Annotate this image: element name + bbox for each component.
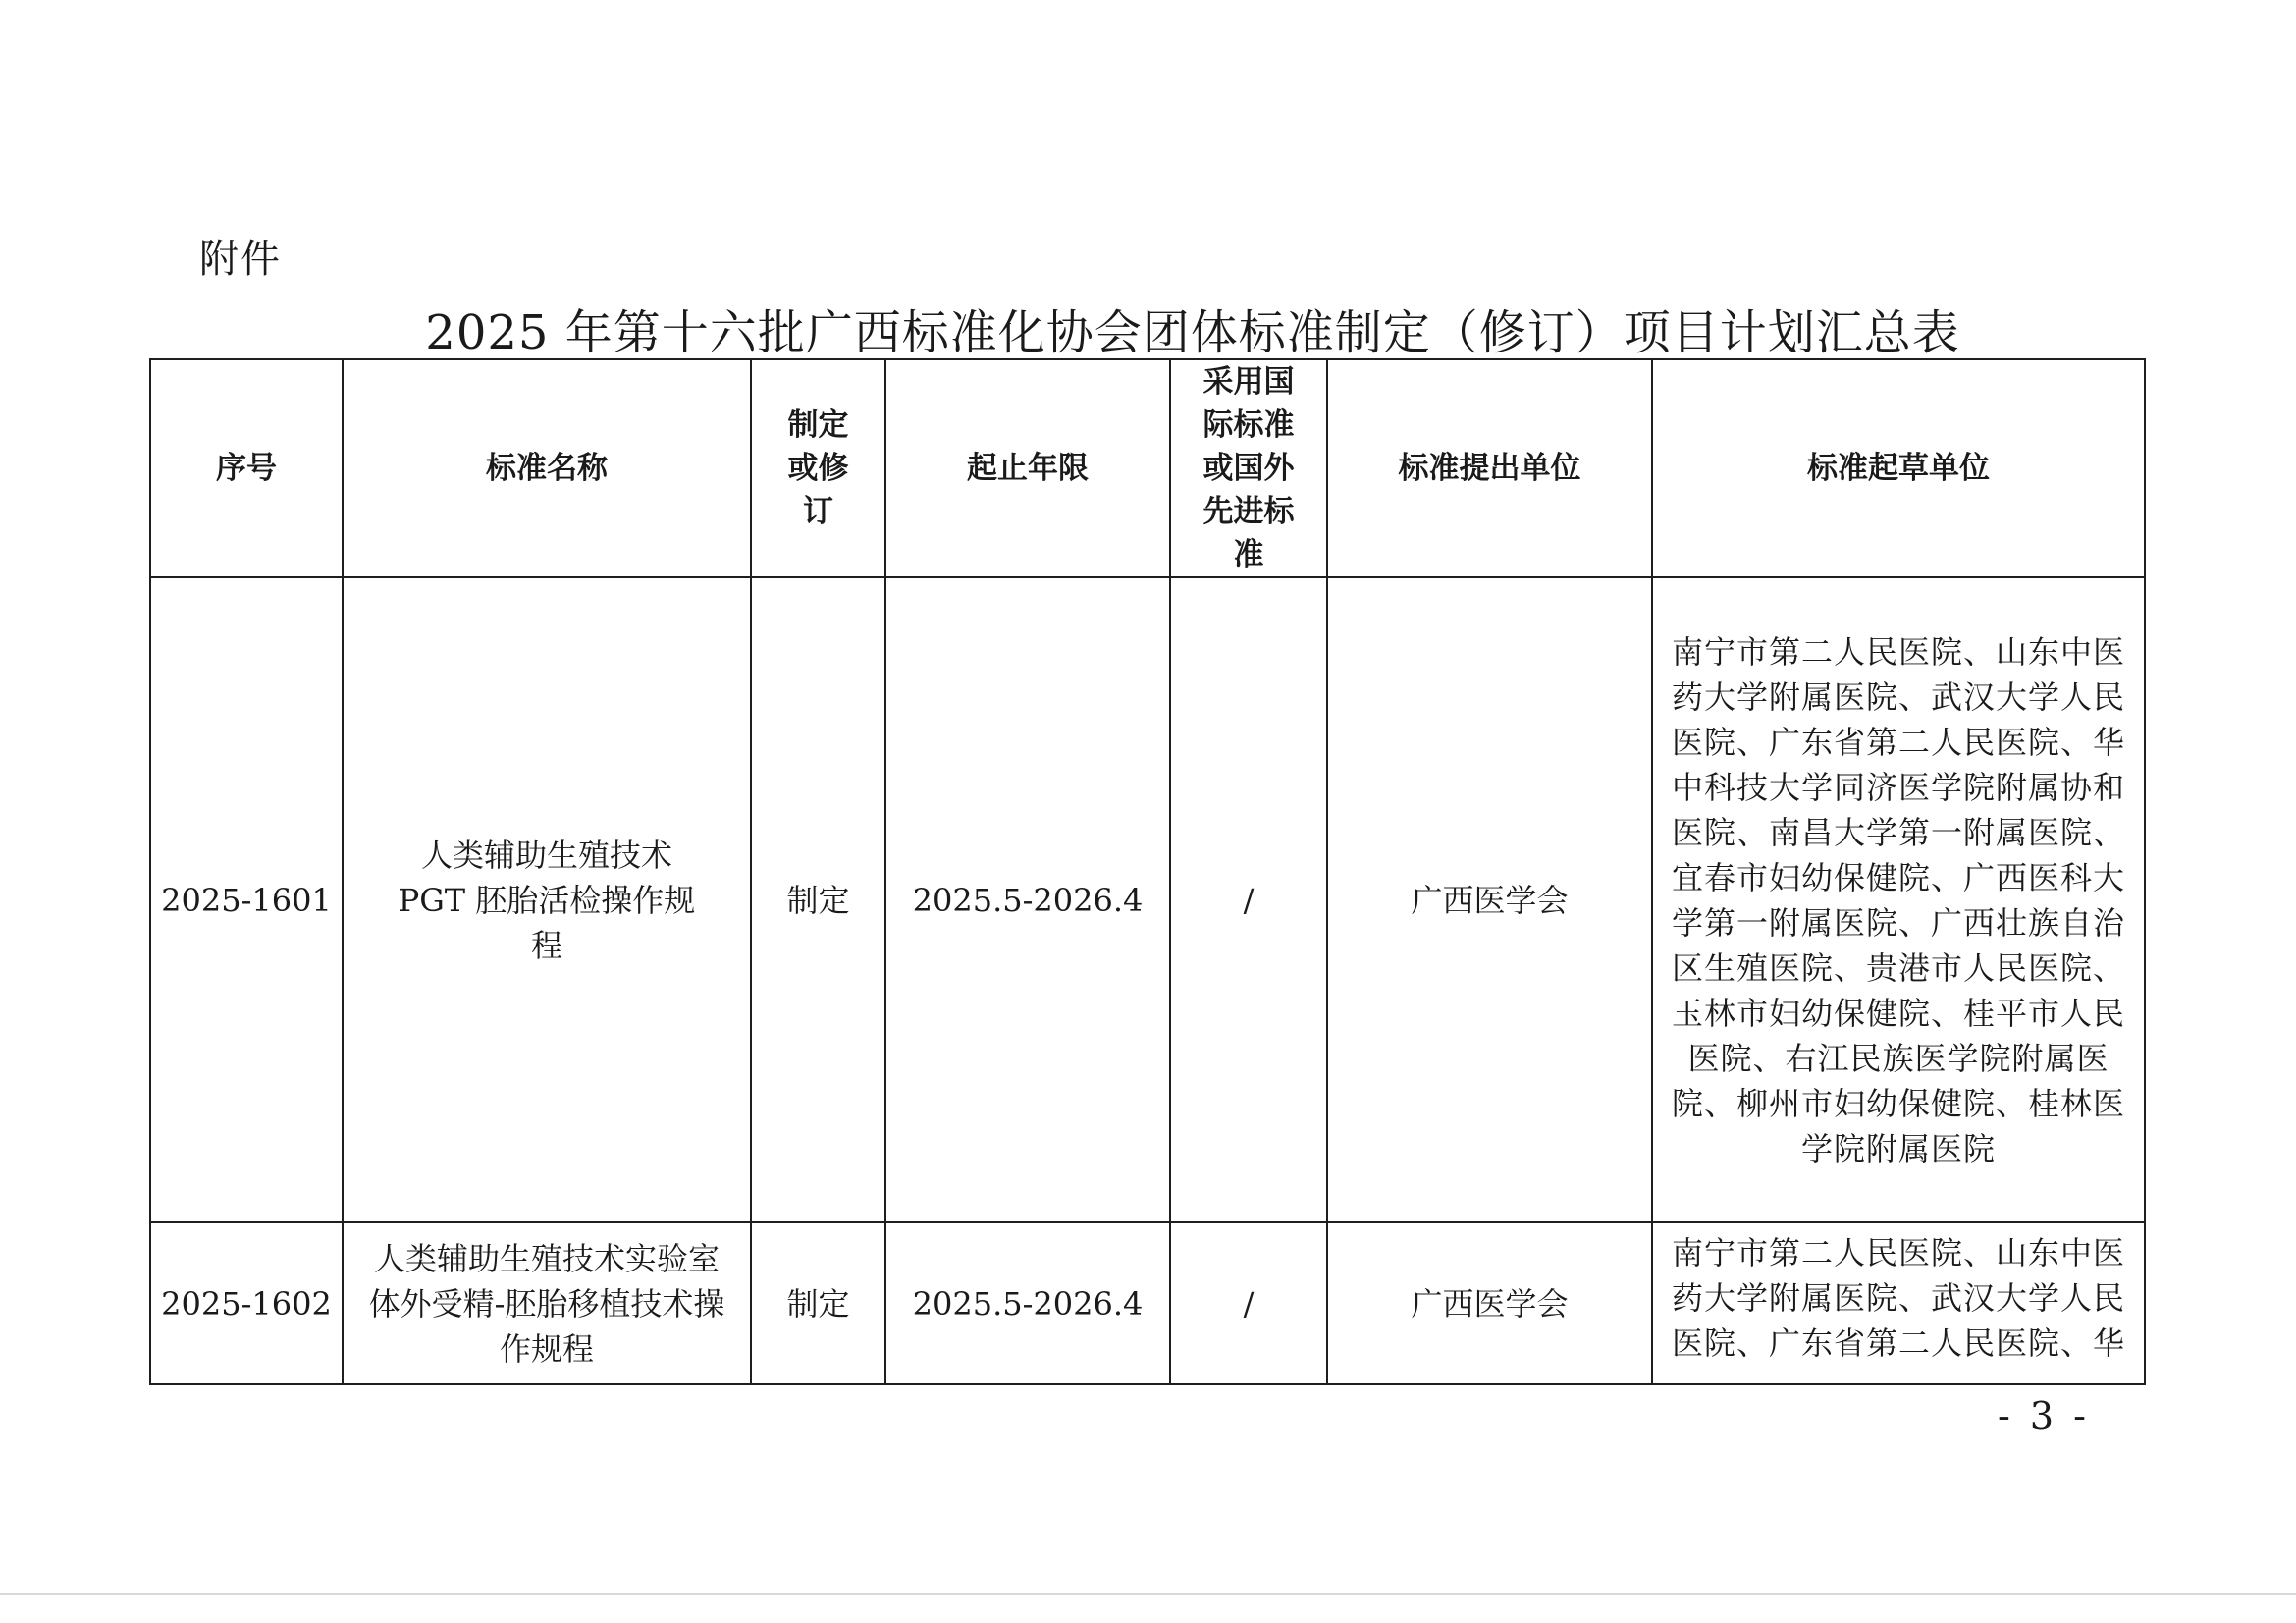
row-proposer: 广西医学会 [1327, 1222, 1652, 1384]
table-header-row [150, 359, 2145, 577]
row-serial: 2025-1602 [150, 1222, 343, 1384]
header-adopt-international: 采用国际标准或国外先进标准 [1170, 359, 1327, 577]
row-type: 制定 [751, 1222, 885, 1384]
project-plan-table [149, 358, 2146, 1385]
header-proposer: 标准提出单位 [1327, 359, 1652, 577]
row-standard-name: 人类辅助生殖技术实验室体外受精-胚胎移植技术操作规程 [343, 1222, 751, 1384]
scan-edge-line [0, 1593, 2296, 1595]
row-type: 制定 [751, 577, 885, 1222]
header-type: 制定或修订 [751, 359, 885, 577]
row-drafter: 南宁市第二人民医院、山东中医药大学附属医院、武汉大学人民医院、广东省第二人民医院、华中科技大学同济医学院附属协和医院、南昌大学第一附属医院、宜春市妇幼保健院、广西医科大学第一附属医院、广西壮族自治区生殖医院、贵港市人民医院、玉林市妇幼保健院、桂平市人民医院、右江民族医学院附属医院、柳州市妇幼保健院、桂林医学院附属医院 [1652, 577, 2145, 1222]
document-title: 2025 年第十六批广西标准化协会团体标准制定（修订）项目计划汇总表 [425, 305, 1960, 360]
header-serial: 序号 [150, 359, 343, 577]
row-adopt: / [1170, 1222, 1327, 1384]
page-number: - 3 - [1998, 1394, 2091, 1437]
row-adopt: / [1170, 577, 1327, 1222]
row-period: 2025.5-2026.4 [885, 577, 1170, 1222]
header-standard-name: 标准名称 [343, 359, 751, 577]
row-standard-name: 人类辅助生殖技术 PGT 胚胎活检操作规程 [343, 577, 751, 1222]
table-row [150, 1222, 2145, 1384]
row-drafter-text: 南宁市第二人民医院、山东中医药大学附属医院、武汉大学人民医院、广东省第二人民医院、华 [1671, 1233, 2125, 1362]
row-period: 2025.5-2026.4 [885, 1222, 1170, 1384]
row-serial: 2025-1601 [150, 577, 343, 1222]
header-drafter: 标准起草单位 [1652, 359, 2145, 577]
row-proposer: 广西医学会 [1327, 577, 1652, 1222]
header-period: 起止年限 [885, 359, 1170, 577]
attachment-label: 附件 [199, 237, 282, 282]
table-row [150, 577, 2145, 1222]
row-drafter [1652, 1222, 2145, 1384]
